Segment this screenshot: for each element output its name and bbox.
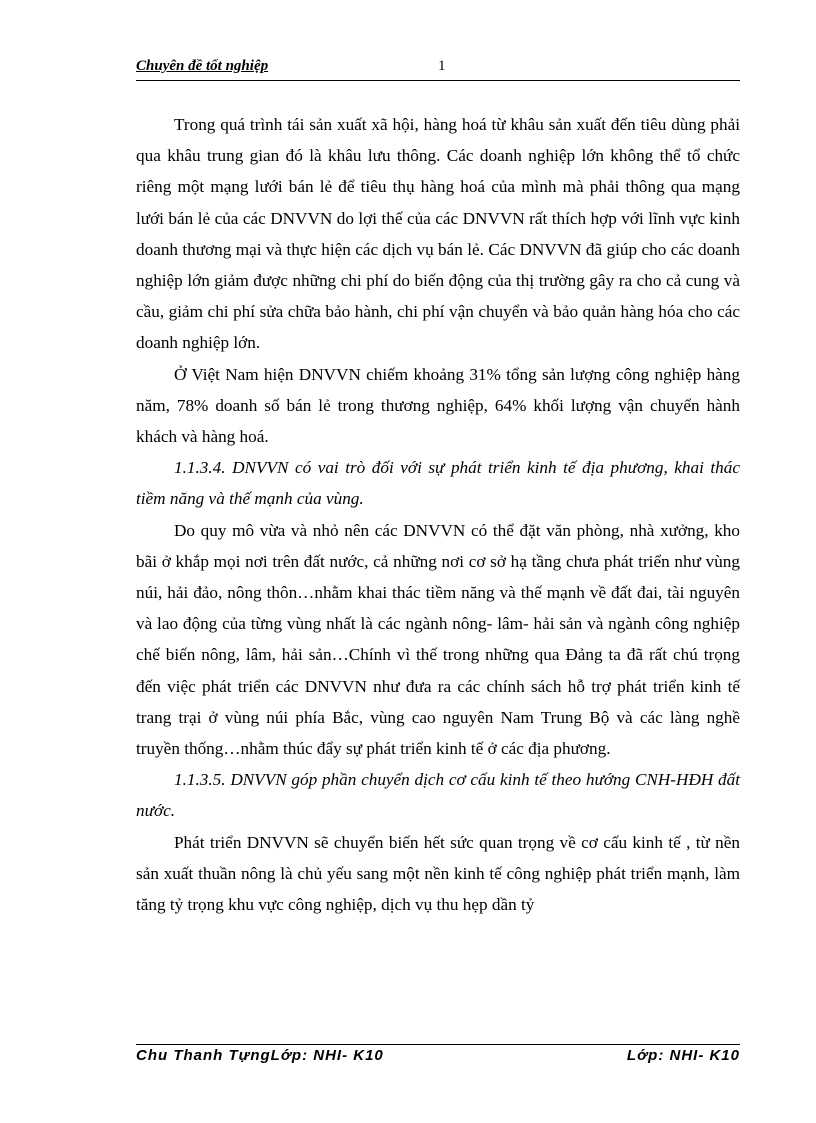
page-header: [136, 58, 740, 81]
section-heading: 1.1.3.5. DNVVN góp phần chuyển dịch cơ cấu kinh tế theo hướng CNH-HĐH đất nước.: [136, 770, 740, 821]
section-heading: 1.1.3.4. DNVVN có vai trò đối với sự phát triển kinh tế địa phương, khai thác tiềm năng và thế mạnh của vùng.: [136, 458, 740, 509]
document-body: [136, 109, 740, 920]
paragraph: Do quy mô vừa và nhỏ nên các DNVVN có thể đặt văn phòng, nhà xưởng, kho bãi ở khắp mọi nơi trên đất nước, cả những nơi cơ sở hạ tầng chưa phát triển như vùng núi, hải đảo, nông thôn…nhằm khai thác tiềm năng và thế mạnh về đất đai, tài nguyên và lao động của từng vùng nhất là các ngành nông- lâm- hải sản và ngành công nghiệp chế biến nông, lâm, hải sản…Chính vì thế trong những qua Đảng ta đã rất chú trọng đến việc phát triển các DNVVN như đưa ra các chính sách hỗ trợ phát triển kinh tế trang trại ở vùng núi phía Bắc, vùng cao nguyên Nam Trung Bộ và các làng nghề truyền thống…nhằm thúc đẩy sự phát triển kinh tế ở các địa phương.: [136, 520, 740, 759]
paragraph: Ở Việt Nam hiện DNVVN chiếm khoảng 31% tổng sản lượng công nghiệp hàng năm, 78% doanh số bán lẻ trong thương nghiệp, 64% khối lượng vận chuyển hành khách và hàng hoá.: [136, 364, 740, 447]
page-number: 1: [438, 58, 446, 74]
footer-author: Chu Thanh TựngLớp: NHI- K10: [136, 1047, 384, 1064]
footer-class: Lớp: NHI- K10: [626, 1047, 740, 1064]
paragraph: Phát triển DNVVN sẽ chuyển biến hết sức quan trọng về cơ cấu kinh tế , từ nền sản xuất thuần nông là chủ yếu sang một nền kinh tế công nghiệp phát triển mạnh, làm tăng tỷ trọng khu vực công nghiệp, dịch vụ thu hẹp dần tỷ: [136, 832, 740, 915]
page-footer: [136, 1044, 740, 1069]
paragraph: Trong quá trình tái sản xuất xã hội, hàng hoá từ khâu sản xuất đến tiêu dùng phải qua khâu trung gian đó là khâu lưu thông. Các doanh nghiệp lớn không thể tổ chức riêng một mạng lưới bán lẻ để tiêu thụ hàng hoá của mình mà phải thông qua mạng lưới bán lẻ của các DNVVN do lợi thế của các DNVVN rất thích hợp với lĩnh vực kinh doanh thương mại và thực hiện các dịch vụ bán lẻ. Các DNVVN đã giúp cho các doanh nghiệp lớn giảm được những chi phí do biến động của thị trường gây ra cho cả cung và cầu, giảm chi phí sửa chữa bảo hành, chi phí vận chuyển và bảo quản hàng hóa cho các doanh nghiệp lớn.: [136, 115, 740, 353]
header-title: Chuyên đề tốt nghiệp: [136, 58, 269, 74]
